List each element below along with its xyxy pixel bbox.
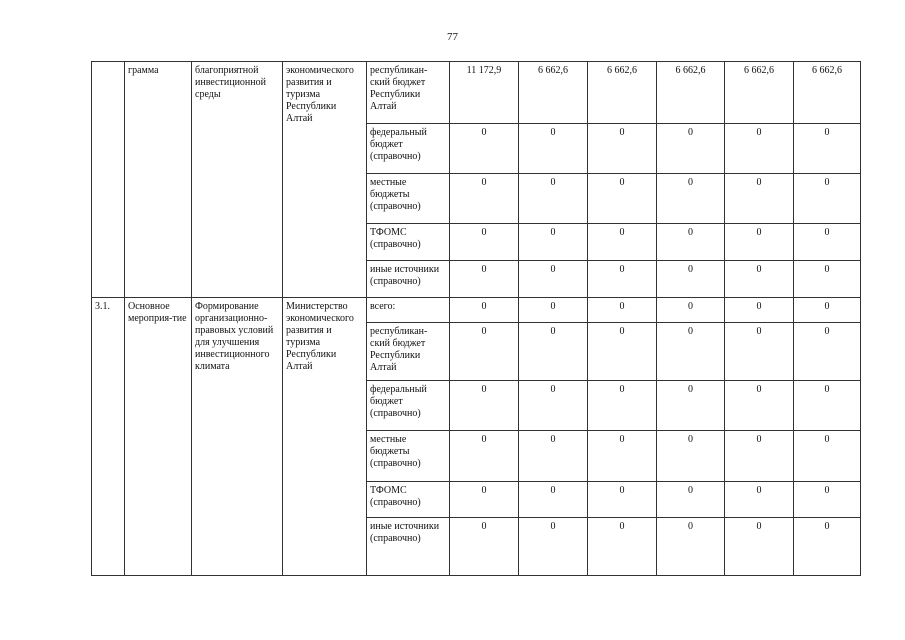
amount-cell: 0	[657, 261, 725, 298]
amount-cell: 0	[725, 322, 794, 380]
amount-cell: 6 662,6	[657, 62, 725, 124]
amount-cell: 0	[794, 381, 861, 431]
amount-cell: 6 662,6	[588, 62, 657, 124]
funding-source-cell: иные источники (справочно)	[367, 261, 450, 298]
amount-cell: 0	[588, 518, 657, 576]
amount-cell: 0	[588, 123, 657, 173]
amount-cell: 0	[794, 123, 861, 173]
amount-cell: 0	[588, 173, 657, 223]
budget-table	[91, 61, 861, 576]
amount-cell: 0	[794, 518, 861, 576]
amount-cell: 0	[450, 431, 519, 481]
amount-cell: 0	[519, 322, 588, 380]
amount-cell: 0	[725, 224, 794, 261]
amount-cell: 0	[588, 322, 657, 380]
amount-cell: 0	[450, 224, 519, 261]
amount-cell: 0	[725, 261, 794, 298]
amount-cell: 0	[450, 518, 519, 576]
activity-type-cell: Основное мероприя-тие	[125, 297, 192, 575]
amount-cell: 0	[519, 173, 588, 223]
funding-source-cell: республикан-ский бюджет Республики Алтай	[367, 322, 450, 380]
amount-cell: 0	[588, 224, 657, 261]
amount-cell: 0	[657, 297, 725, 322]
amount-cell: 0	[657, 123, 725, 173]
amount-cell: 0	[794, 261, 861, 298]
amount-cell: 0	[450, 481, 519, 518]
page-number: 77	[447, 31, 458, 43]
funding-source-cell: иные источники (справочно)	[367, 518, 450, 576]
funding-source-cell: ТФОМС (справочно)	[367, 481, 450, 518]
amount-cell: 0	[794, 297, 861, 322]
funding-source-cell: местные бюджеты (справочно)	[367, 431, 450, 481]
amount-cell: 6 662,6	[794, 62, 861, 124]
amount-cell: 0	[725, 431, 794, 481]
table-row	[92, 297, 861, 322]
amount-cell: 0	[725, 481, 794, 518]
amount-cell: 0	[794, 322, 861, 380]
amount-cell: 0	[519, 224, 588, 261]
amount-cell: 6 662,6	[519, 62, 588, 124]
amount-cell: 11 172,9	[450, 62, 519, 124]
row-number-cell: 3.1.	[92, 297, 125, 575]
amount-cell: 0	[519, 297, 588, 322]
amount-cell: 0	[519, 518, 588, 576]
amount-cell: 0	[725, 297, 794, 322]
amount-cell: 0	[725, 123, 794, 173]
amount-cell: 0	[657, 431, 725, 481]
amount-cell: 0	[450, 173, 519, 223]
amount-cell: 0	[725, 381, 794, 431]
row-number-cell	[92, 62, 125, 298]
amount-cell: 0	[519, 123, 588, 173]
amount-cell: 0	[588, 431, 657, 481]
activity-name-cell: благоприятной инвестиционной среды	[192, 62, 283, 298]
amount-cell: 0	[657, 224, 725, 261]
amount-cell: 0	[519, 481, 588, 518]
executor-cell: Министерство экономического развития и туризма Республики Алтай	[283, 297, 367, 575]
funding-source-cell: федеральный бюджет (справочно)	[367, 381, 450, 431]
amount-cell: 0	[588, 381, 657, 431]
amount-cell: 0	[588, 481, 657, 518]
amount-cell: 0	[794, 431, 861, 481]
amount-cell: 0	[450, 322, 519, 380]
amount-cell: 0	[657, 173, 725, 223]
funding-source-cell: всего:	[367, 297, 450, 322]
amount-cell: 0	[794, 173, 861, 223]
activity-type-cell: грамма	[125, 62, 192, 298]
amount-cell: 0	[450, 123, 519, 173]
amount-cell: 0	[588, 297, 657, 322]
activity-name-cell: Формирование организационно-правовых условий для улучшения инвестиционного климата	[192, 297, 283, 575]
executor-cell: экономического развития и туризма Республики Алтай	[283, 62, 367, 298]
amount-cell: 0	[588, 261, 657, 298]
amount-cell: 0	[794, 224, 861, 261]
amount-cell: 0	[794, 481, 861, 518]
amount-cell: 0	[657, 381, 725, 431]
amount-cell: 0	[725, 518, 794, 576]
funding-source-cell: республикан-ский бюджет Республики Алтай	[367, 62, 450, 124]
amount-cell: 0	[657, 322, 725, 380]
funding-source-cell: федеральный бюджет (справочно)	[367, 123, 450, 173]
amount-cell: 0	[519, 261, 588, 298]
amount-cell: 0	[519, 431, 588, 481]
amount-cell: 0	[450, 381, 519, 431]
amount-cell: 0	[519, 381, 588, 431]
funding-source-cell: местные бюджеты (справочно)	[367, 173, 450, 223]
amount-cell: 0	[450, 297, 519, 322]
table-row	[92, 62, 861, 124]
amount-cell: 0	[657, 481, 725, 518]
amount-cell: 6 662,6	[725, 62, 794, 124]
amount-cell: 0	[450, 261, 519, 298]
amount-cell: 0	[725, 173, 794, 223]
amount-cell: 0	[657, 518, 725, 576]
funding-source-cell: ТФОМС (справочно)	[367, 224, 450, 261]
